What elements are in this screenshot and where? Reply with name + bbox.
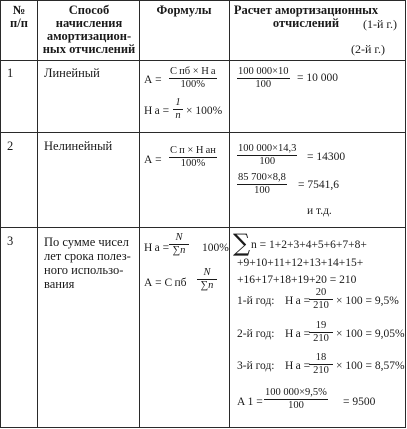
row-2-formula-lhs: А = (144, 154, 162, 166)
row-3-formula-h-numerator: N (169, 232, 189, 245)
row-3-year2-label: 2-й год: (237, 328, 275, 340)
sum-sigma-icon: ∑ (233, 229, 251, 257)
row-3-year3-lhs: Н а = (285, 360, 311, 372)
row-1-formula-h-fraction (173, 97, 183, 122)
row-3-year2-denominator: 210 (313, 333, 329, 344)
row-3-year3-numerator: 18 (309, 352, 333, 365)
row-3-formula-h-denominator: ∑n (172, 245, 186, 256)
row-1-method: Линейный (44, 66, 100, 80)
header-year-1: (1-й г.) (363, 17, 397, 31)
row-divider-1 (1, 132, 405, 133)
row-2-calc1-numerator: 100 000×14,3 (238, 143, 297, 154)
header-year-2: (2-й г.) (351, 42, 385, 56)
row-3-a1-lhs: А 1 = (237, 396, 263, 408)
row-3-formula-a-fraction (197, 267, 217, 292)
row-1-formula-h-tail: × 100% (186, 105, 223, 117)
header-number: № п/п (10, 3, 28, 30)
row-3-year3-denominator: 210 (313, 365, 329, 376)
row-2-calc2-result: = 7541,6 (298, 179, 339, 191)
row-2-calc2-numerator: 85 700×8,8 (238, 172, 286, 183)
row-3-sum-line-2: +9+10+11+12+13+14+15+ (237, 257, 364, 269)
row-3-year1-numerator: 20 (309, 287, 333, 300)
row-3-a1-numerator: 100 000×9,5% (265, 387, 327, 398)
row-1-formula-h-numerator: 1 (173, 97, 183, 110)
row-divider-header (1, 60, 405, 61)
row-3-year3-result: × 100 = 8,57% (336, 360, 405, 372)
row-2-calc-etc: и т.д. (307, 205, 332, 217)
row-3-year1-lhs: Н а = (285, 295, 311, 307)
row-3-sum-line-1: n = 1+2+3+4+5+6+7+8+ (251, 239, 367, 251)
row-2-formula-fraction (169, 145, 217, 170)
row-3-formula-h-lhs: Н а = (144, 242, 170, 254)
header-calculation: Расчет амортизационных отчислений (233, 3, 379, 30)
row-2-formula-numerator: С п × Н ан (170, 145, 216, 156)
column-divider-1 (37, 1, 38, 427)
row-3-formula-h-fraction (169, 232, 189, 257)
row-divider-2 (1, 227, 405, 228)
row-3-year1-label: 1-й год: (237, 295, 275, 307)
row-3-a1-result: = 9500 (343, 396, 376, 408)
row-3-year2-lhs: Н а = (285, 328, 311, 340)
header-formulas: Формулы (156, 3, 212, 17)
row-1-formula-a-fraction (169, 66, 217, 91)
row-3-a1-fraction (264, 387, 328, 412)
row-1-number: 1 (7, 66, 14, 80)
row-3-formula-a-denominator: ∑n (200, 280, 214, 291)
row-3-year1-fraction (309, 287, 333, 312)
row-2-calc1-denominator: 100 (259, 156, 276, 167)
row-2-method: Нелинейный (44, 139, 113, 153)
row-2-calc2-denominator: 100 (254, 185, 270, 196)
row-3-year2-numerator: 19 (309, 320, 333, 333)
row-2-number: 2 (7, 139, 14, 153)
row-1-formula-a-denominator: 100% (180, 79, 206, 90)
row-1-formula-a-lhs: А = (144, 74, 162, 86)
row-2-calc2-fraction (237, 172, 287, 197)
row-1-formula-h-lhs: Н а = (144, 105, 170, 117)
row-3-year2-fraction (309, 320, 333, 345)
row-3-method: По сумме чисел лет срока полез- ного использо- вания (44, 235, 131, 291)
column-divider-2 (139, 1, 140, 427)
row-3-a1-denominator: 100 (288, 400, 304, 411)
row-2-calc1-result: = 14300 (307, 151, 346, 163)
row-3-formula-a-numerator: N (197, 267, 217, 280)
row-1-formula-a-numerator: С пб × Н а (170, 66, 216, 77)
row-2-formula-denominator: 100% (180, 158, 206, 169)
row-3-number: 3 (7, 234, 14, 248)
header-method: Способ начисления амортизацион- ных отчислений (42, 3, 136, 56)
row-3-sum-line-3: +16+17+18+19+20 = 210 (237, 274, 357, 286)
row-3-year2-result: × 100 = 9,05% (336, 328, 405, 340)
row-1-formula-h-denominator: n (175, 110, 181, 121)
row-3-year1-result: × 100 = 9,5% (336, 295, 399, 307)
row-1-calc-numerator: 100 000×10 (238, 66, 289, 77)
row-3-year3-fraction (309, 352, 333, 377)
row-1-calc-denominator: 100 (255, 79, 272, 90)
row-3-year3-label: 3-й год: (237, 360, 275, 372)
row-1-calc-fraction (237, 66, 290, 91)
row-3-formula-h-tail: 100% (202, 242, 229, 254)
row-1-calc-result: = 10 000 (297, 72, 338, 84)
row-2-calc1-fraction (237, 143, 297, 168)
column-divider-3 (229, 1, 230, 427)
row-3-formula-a-lhs: А = С пб (144, 277, 187, 289)
row-3-year1-denominator: 210 (313, 300, 329, 311)
